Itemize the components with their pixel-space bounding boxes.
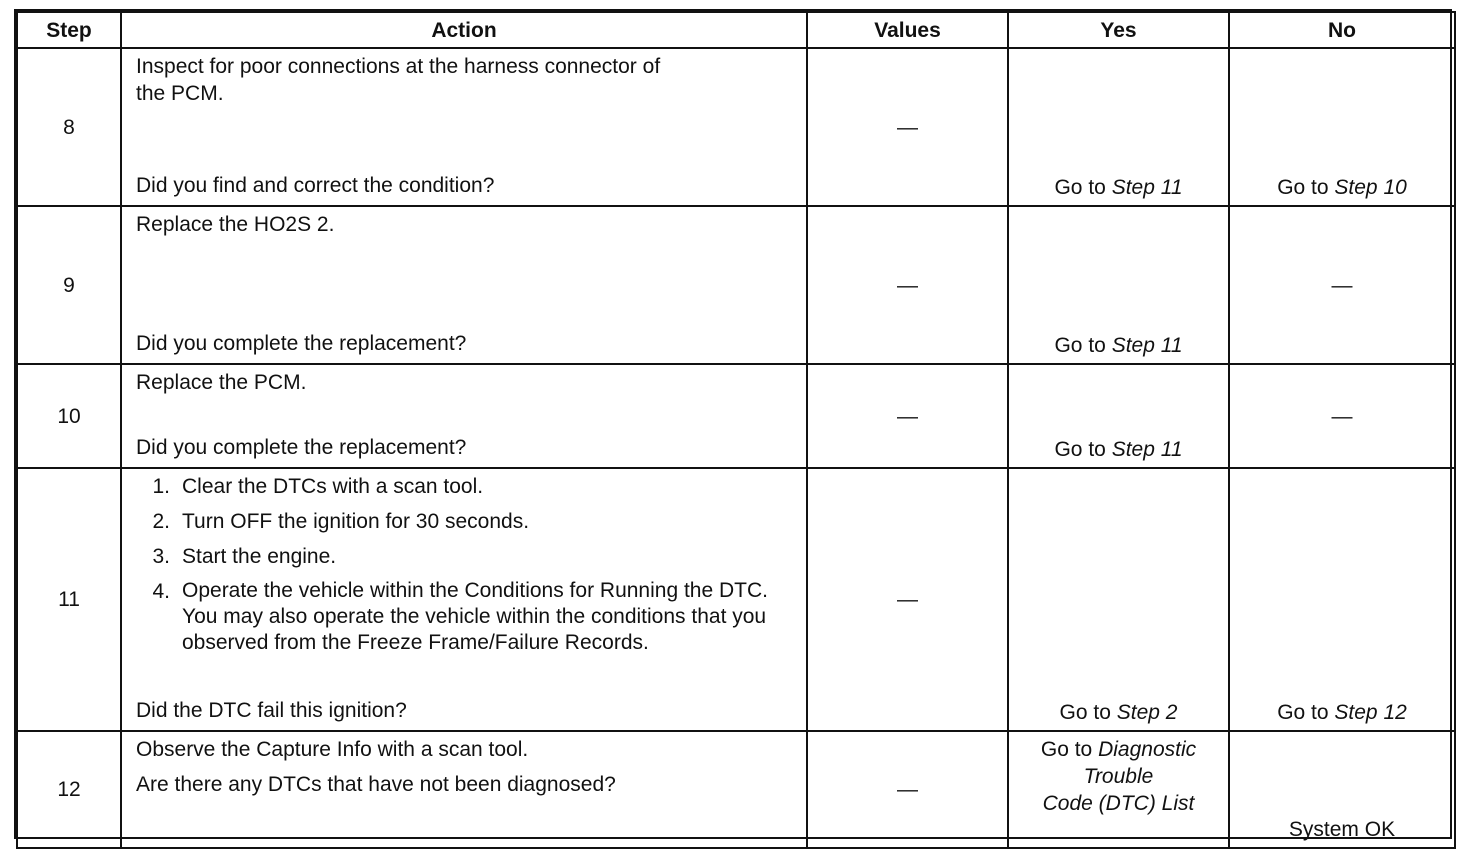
yes-cell xyxy=(1008,206,1229,364)
value-cell: — xyxy=(807,468,1008,731)
value-cell: — xyxy=(807,206,1008,364)
yes-ref-trouble[interactable]: Trouble xyxy=(1083,765,1154,788)
diagnostic-table xyxy=(16,11,1456,849)
yes-prefix: Go to xyxy=(1059,701,1111,724)
yes-prefix: Go to xyxy=(1054,438,1106,461)
action-question: Did the DTC fail this ignition? xyxy=(136,699,407,722)
table-row-step-8 xyxy=(17,48,1455,206)
yes-cell xyxy=(1008,731,1229,848)
yes-step-link[interactable]: Step 11 xyxy=(1111,438,1183,461)
list-item xyxy=(126,578,796,656)
header-no: No xyxy=(1229,12,1455,48)
no-cell xyxy=(1229,468,1455,731)
no-cell: — xyxy=(1229,364,1455,468)
list-item xyxy=(126,508,796,535)
action-cell xyxy=(121,48,807,206)
list-item xyxy=(126,473,796,500)
step-number: 9 xyxy=(17,206,121,364)
yes-cell xyxy=(1008,48,1229,206)
list-item xyxy=(126,543,796,570)
value-cell: — xyxy=(807,48,1008,206)
step-number: 12 xyxy=(17,731,121,848)
no-prefix: Go to xyxy=(1277,176,1329,199)
yes-cell xyxy=(1008,364,1229,468)
table-row-step-10 xyxy=(17,364,1455,468)
value-cell: — xyxy=(807,364,1008,468)
yes-prefix: Go to xyxy=(1054,176,1106,199)
action-question: Did you find and correct the condition? xyxy=(136,174,495,197)
action-cell xyxy=(121,206,807,364)
header-row xyxy=(17,12,1455,48)
action-question: Did you complete the replacement? xyxy=(136,436,467,459)
list-item-number: 1. xyxy=(152,475,170,498)
yes-ref-diagnostic[interactable]: Diagnostic xyxy=(1098,738,1197,761)
yes-step-link[interactable]: Step 11 xyxy=(1111,176,1183,199)
yes-step-link[interactable]: Step 11 xyxy=(1111,334,1183,357)
no-cell: — xyxy=(1229,206,1455,364)
action-cell xyxy=(121,468,807,731)
no-cell: System OK xyxy=(1229,731,1455,848)
table-row-step-11 xyxy=(17,468,1455,731)
header-values: Values xyxy=(807,12,1008,48)
action-question: Are there any DTCs that have not been diagnosed? xyxy=(136,773,616,796)
action-cell xyxy=(121,364,807,468)
action-text: Observe the Capture Info with a scan tool. xyxy=(136,738,529,761)
action-cell xyxy=(121,731,807,848)
instruction-list xyxy=(126,473,796,656)
list-item-text: Clear the DTCs with a scan tool. xyxy=(182,475,484,498)
step-number: 10 xyxy=(17,364,121,468)
list-item-text: Turn OFF the ignition for 30 seconds. xyxy=(182,510,530,533)
header-action: Action xyxy=(121,12,807,48)
diagnostic-table-frame xyxy=(14,9,1452,839)
yes-prefix: Go to xyxy=(1040,738,1093,761)
list-item-number: 3. xyxy=(152,545,170,568)
yes-cell xyxy=(1008,468,1229,731)
header-yes: Yes xyxy=(1008,12,1229,48)
table-row-step-9 xyxy=(17,206,1455,364)
list-item-number: 4. xyxy=(152,580,170,603)
step-number: 11 xyxy=(17,468,121,731)
no-prefix: Go to xyxy=(1277,701,1329,724)
no-cell xyxy=(1229,48,1455,206)
list-item-text: Operate the vehicle within the Conditions for Running the DTC. You may also operate the vehicle within the conditions that you observed from the Freeze Frame/Failure Records. xyxy=(182,579,768,654)
no-step-link[interactable]: Step 10 xyxy=(1334,176,1407,199)
list-item-text: Start the engine. xyxy=(182,545,337,568)
yes-ref-code-list[interactable]: Code (DTC) List xyxy=(1042,792,1195,815)
yes-prefix: Go to xyxy=(1054,334,1106,357)
action-text: Replace the PCM. xyxy=(136,371,307,394)
table-row-step-12 xyxy=(17,731,1455,848)
action-text: Replace the HO2S 2. xyxy=(136,213,335,236)
no-step-link[interactable]: Step 12 xyxy=(1334,701,1407,724)
header-step: Step xyxy=(17,12,121,48)
action-question: Did you complete the replacement? xyxy=(136,332,467,355)
list-item-number: 2. xyxy=(152,510,170,533)
action-text: the PCM. xyxy=(136,82,224,105)
action-text: Inspect for poor connections at the harness connector of xyxy=(136,55,661,78)
yes-step-link[interactable]: Step 2 xyxy=(1116,701,1178,724)
step-number: 8 xyxy=(17,48,121,206)
value-cell: — xyxy=(807,731,1008,848)
